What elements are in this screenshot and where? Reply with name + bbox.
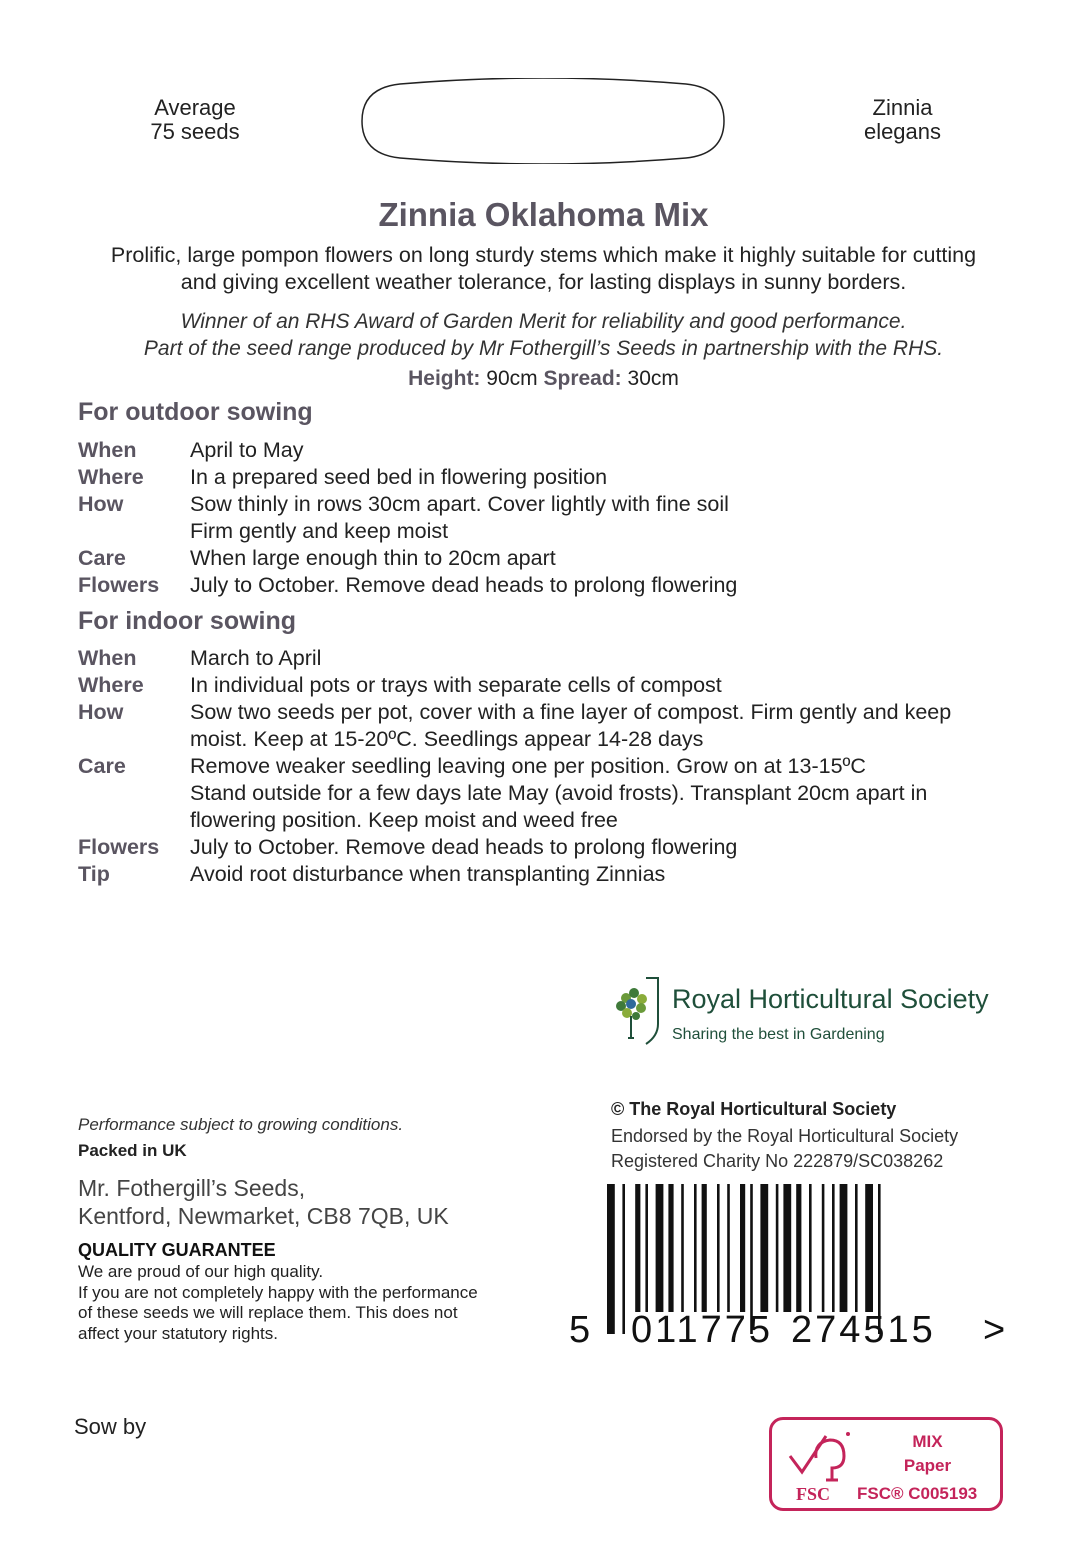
height-value: 90cm: [486, 367, 538, 390]
row-text: Stand outside for a few days late May (avoid frosts). Transplant 20cm apart in: [190, 781, 928, 805]
description-line: Prolific, large pompon flowers on long sturdy stems which make it highly suitable for cutting: [110, 243, 977, 267]
charity-line: Registered Charity No 222879/SC038262: [611, 1151, 944, 1171]
barcode-end-mark: >: [983, 1309, 1006, 1351]
indoor-row: [78, 699, 1018, 726]
row-label: [78, 780, 190, 807]
row-text: Remove weaker seedling leaving one per position. Grow on at 13-15ºC: [190, 754, 866, 778]
row-label: [78, 518, 190, 545]
fsc-logo-word: FSC: [796, 1484, 831, 1504]
height-label: Height:: [408, 367, 481, 390]
row-text: Firm gently and keep moist: [190, 519, 449, 543]
latin-name: [830, 96, 975, 144]
barcode-group1: 011775: [631, 1309, 773, 1351]
product-title: Zinnia Oklahoma Mix: [378, 196, 709, 233]
row-text: When large enough thin to 20cm apart: [190, 546, 556, 570]
packet-window-outline: [360, 78, 726, 164]
guarantee-line: We are proud of our high quality.: [78, 1262, 324, 1281]
company-address: [78, 1174, 449, 1230]
rhs-name: Royal Horticultural Society: [672, 984, 989, 1014]
indoor-row: [78, 672, 1018, 699]
row-label: When: [78, 438, 137, 462]
quality-guarantee-text: [78, 1262, 558, 1344]
row-label: When: [78, 646, 137, 670]
indoor-row: [78, 807, 1018, 834]
row-text: July to October. Remove dead heads to prolong flowering: [190, 573, 738, 597]
rhs-tree-logo-icon: [606, 976, 664, 1048]
outdoor-row: [78, 437, 1018, 464]
rhs-endorsement: [611, 1124, 958, 1174]
seed-count: [120, 96, 270, 144]
outdoor-row: [78, 572, 1018, 599]
seed-count-line2: 75 seeds: [150, 119, 240, 144]
row-label: Flowers: [78, 835, 160, 859]
indoor-row: [78, 780, 1018, 807]
description-line: and giving excellent weather tolerance, for lasting displays in sunny borders.: [180, 270, 907, 294]
outdoor-row: [78, 464, 1018, 491]
row-label: Flowers: [78, 573, 160, 597]
row-label: Tip: [78, 862, 110, 886]
row-text: April to May: [190, 438, 304, 462]
row-text: July to October. Remove dead heads to prolong flowering: [190, 835, 738, 859]
row-label: [78, 807, 190, 834]
award-line: Part of the seed range produced by Mr Fothergill’s Seeds in partnership with the RHS.: [143, 337, 944, 360]
fsc-tree-check-icon: [786, 1428, 852, 1484]
spread-value: 30cm: [627, 367, 679, 390]
latin-name-line1: Zinnia: [872, 95, 933, 120]
row-text: flowering position. Keep moist and weed free: [190, 808, 618, 832]
sow-by-label: Sow by: [74, 1414, 147, 1439]
indoor-row: [78, 645, 1018, 672]
award-line: Winner of an RHS Award of Garden Merit for reliability and good performance.: [180, 310, 907, 333]
fsc-code: FSC® C005193: [857, 1484, 978, 1503]
address-line: Kentford, Newmarket, CB8 7QB, UK: [78, 1203, 449, 1229]
packed-in: Packed in UK: [78, 1141, 187, 1160]
row-text: Sow two seeds per pot, cover with a fine layer of compost. Firm gently and keep: [190, 700, 952, 724]
guarantee-line: of these seeds we will replace them. This does not: [78, 1303, 458, 1322]
quality-guarantee-title: QUALITY GUARANTEE: [78, 1240, 276, 1260]
fsc-mix: MIX: [912, 1432, 943, 1451]
guarantee-line: affect your statutory rights.: [78, 1323, 278, 1343]
row-text: In individual pots or trays with separate cells of compost: [190, 673, 722, 697]
row-label: How: [78, 700, 124, 724]
row-label: Care: [78, 546, 126, 570]
guarantee-line: If you are not completely happy with the performance: [78, 1282, 478, 1302]
outdoor-row: [78, 545, 1018, 572]
row-text: In a prepared seed bed in flowering position: [190, 465, 608, 489]
indoor-row: [78, 726, 1018, 753]
product-description: [70, 242, 1017, 296]
endorsed-line: Endorsed by the Royal Horticultural Society: [611, 1126, 959, 1146]
latin-name-line2: elegans: [863, 119, 942, 144]
row-label: Care: [78, 754, 126, 778]
row-text: March to April: [190, 646, 322, 670]
award-text: [70, 308, 1017, 362]
address-line: Mr. Fothergill’s Seeds,: [78, 1175, 306, 1201]
outdoor-row: [78, 518, 1018, 545]
row-label: Where: [78, 465, 144, 489]
barcode-first-digit: 5: [569, 1309, 591, 1351]
barcode: [565, 1180, 1015, 1355]
row-text: Sow thinly in rows 30cm apart. Cover lightly with fine soil: [190, 492, 729, 516]
performance-note: Performance subject to growing conditions.: [78, 1115, 404, 1134]
seed-count-line1: Average: [154, 95, 236, 120]
indoor-row: [78, 834, 1018, 861]
rhs-tagline: Sharing the best in Gardening: [672, 1026, 885, 1043]
row-text: Avoid root disturbance when transplanting Zinnias: [190, 862, 666, 886]
outdoor-section-title: For outdoor sowing: [78, 398, 313, 426]
row-label: Where: [78, 673, 144, 697]
plant-dimensions: [0, 367, 1087, 391]
outdoor-row: [78, 491, 1018, 518]
fsc-paper: Paper: [903, 1456, 952, 1475]
rhs-copyright: © The Royal Horticultural Society: [611, 1099, 897, 1119]
spread-label: Spread:: [543, 367, 622, 390]
row-label: [78, 726, 190, 753]
row-text: moist. Keep at 15-20ºC. Seedlings appear 14-28 days: [190, 727, 704, 751]
row-label: How: [78, 492, 124, 516]
indoor-row: [78, 861, 1018, 888]
indoor-row: [78, 753, 1018, 780]
indoor-section-title: For indoor sowing: [78, 607, 297, 635]
barcode-group2: 274515: [791, 1309, 936, 1351]
